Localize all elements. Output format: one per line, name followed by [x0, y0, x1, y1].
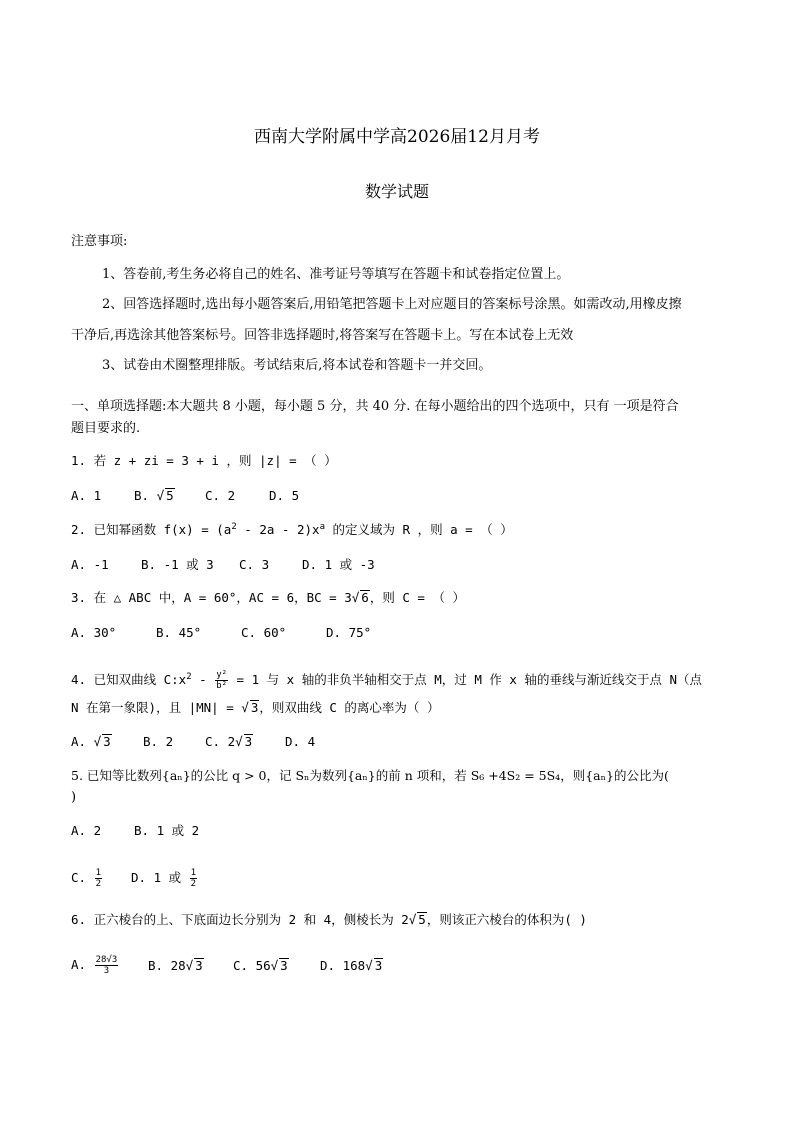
- question-5-stem-line-2: ): [71, 790, 77, 805]
- stem-part: ，则双曲线 C 的离心率为（ ）: [259, 700, 440, 715]
- fraction-numerator: 1: [95, 868, 101, 878]
- fraction-denominator: 2: [190, 879, 197, 889]
- sqrt-radicand: 6: [361, 590, 369, 605]
- section-1-heading-line-2: 题目要求的.: [71, 421, 141, 436]
- question-1-option-c: C. 2: [205, 488, 236, 503]
- notice-item-2-line-1: 2、回答选择题时,选出每小题答案后,用铅笔把答题卡上对应题目的答案标号涂黑。如需改动,用橡皮擦: [102, 297, 682, 312]
- superscript: a: [319, 521, 325, 532]
- question-1-option-b: B. √ 5: [134, 488, 174, 503]
- exam-title: 西南大学附属中学高2026届12月月考: [254, 127, 540, 147]
- question-4-stem-line-1: [71, 668, 702, 692]
- option-d-prefix: D. 1 或: [131, 870, 189, 885]
- notice-item-3: 3、试卷由术圈整理排版。考试结束后,将本试卷和答题卡一并交回。: [102, 358, 492, 373]
- question-3-stem: 3. 在 △ ABC 中，A = 60°，AC = 6，BC = 3√ 6，则 C = （ ）: [71, 590, 465, 605]
- fraction: [95, 955, 119, 976]
- fraction: [95, 868, 102, 889]
- question-3-option-c: C. 60°: [241, 625, 287, 640]
- option-c-prefix: C. 2: [205, 734, 236, 749]
- sqrt-radicand: 5: [166, 488, 174, 503]
- question-5-stem-line-1: 5. 已知等比数列{aₙ}的公比 q > 0，记 Sₙ为数列{aₙ}的前 n 项和，若 S₆ +4S₂ = 5S₄，则{aₙ}的公比为(: [71, 768, 669, 783]
- notice-item-2-line-2: 干净后,再选涂其他答案标号。回答非选择题时,将答案写在答题卡上。写在本试卷上无效: [71, 328, 574, 343]
- option-b-prefix: B.: [134, 488, 157, 503]
- fraction: [190, 868, 197, 889]
- question-6-option-a: [71, 952, 119, 978]
- question-6-option-c: C. 56√ 3: [233, 958, 288, 973]
- question-1-option-d: D. 5: [269, 488, 300, 503]
- option-b-prefix: B. 28: [148, 958, 186, 973]
- question-2-option-b: B. -1 或 3: [141, 557, 214, 572]
- fraction-denominator: 3: [103, 966, 110, 976]
- question-5-option-b: B. 1 或 2: [134, 823, 200, 838]
- question-2-option-d: D. 1 或 -3: [302, 557, 375, 572]
- fraction-denominator: b²: [216, 681, 228, 691]
- question-3-option-b: B. 45°: [156, 625, 202, 640]
- stem-part: ，则 C = （ ）: [369, 590, 465, 605]
- question-2-option-c: C. 3: [239, 557, 270, 572]
- superscript: 2: [186, 671, 192, 682]
- section-1-heading-line-1: 一、单项选择题:本大题共 8 小题，每小题 5 分，共 40 分. 在每小题给出的四个选项中，只有 一项是符合: [71, 399, 679, 414]
- stem-part: 的定义域为 R ，则 a = （ ）: [324, 522, 513, 537]
- stem-part: 4. 已知双曲线 C:x: [71, 672, 187, 687]
- question-6-option-d: D. 168√ 3: [320, 958, 383, 973]
- stem-part: 2. 已知幂函数 f(x) = (a: [71, 522, 232, 537]
- stem-part: ，则该正六棱台的体积为( ): [426, 912, 587, 927]
- question-6-stem: 6. 正六棱台的上、下底面边长分别为 2 和 4，侧棱长为 2√ 5，则该正六棱台的体积为( ): [71, 912, 587, 927]
- question-6-option-b: B. 28√ 3: [148, 958, 203, 973]
- question-3-option-a: A. 30°: [71, 625, 117, 640]
- notice-heading: 注意事项:: [71, 234, 128, 249]
- sqrt-radicand: 3: [103, 734, 111, 749]
- stem-part: - 2a - 2)x: [236, 522, 320, 537]
- stem-part: = 1 与 x 轴的非负半轴相交于点 M，过 M 作 x 轴的垂线与渐近线交于点 N（点: [229, 672, 702, 687]
- sqrt-radicand: 3: [244, 734, 253, 749]
- fraction-numerator: 28√3: [95, 955, 118, 965]
- option-c-prefix: C.: [71, 870, 94, 885]
- question-1-stem: 1. 若 z + zi = 3 + i ，则 |z| = （ ）: [71, 453, 337, 468]
- question-4-stem-line-2: N 在第一象限)，且 |MN| = √ 3，则双曲线 C 的离心率为（ ）: [71, 700, 440, 715]
- sqrt-radicand: 3: [250, 700, 259, 715]
- sqrt-radicand: 3: [374, 958, 383, 973]
- question-4-option-d: D. 4: [285, 734, 316, 749]
- question-4-option-b: B. 2: [143, 734, 174, 749]
- question-5-option-d: [131, 866, 198, 890]
- fraction: [215, 670, 228, 691]
- question-5-option-a: A. 2: [71, 823, 102, 838]
- sqrt-radicand: 3: [195, 958, 203, 973]
- question-3-option-d: D. 75°: [326, 625, 372, 640]
- superscript: 2: [231, 521, 237, 532]
- sqrt-radicand: 5: [418, 912, 426, 927]
- question-2-option-a: A. -1: [71, 557, 109, 572]
- stem-part: 6. 正六棱台的上、下底面边长分别为 2 和 4，侧棱长为 2: [71, 912, 409, 927]
- notice-item-1: 1、答卷前,考生务必将自己的姓名、准考证号等填写在答题卡和试卷指定位置上。: [102, 267, 570, 282]
- exam-subtitle: 数学试题: [364, 182, 429, 201]
- question-2-stem: [71, 521, 513, 539]
- option-a-prefix: A.: [71, 734, 94, 749]
- stem-part: N 在第一象限)，且 |MN| =: [71, 700, 242, 715]
- option-d-prefix: D. 168: [320, 958, 366, 973]
- fraction-denominator: 2: [95, 879, 101, 889]
- stem-part: -: [191, 672, 215, 687]
- fraction-numerator: y²: [216, 670, 228, 680]
- stem-part: 3. 在 △ ABC 中，A = 60°，AC = 6，BC = 3: [71, 590, 352, 605]
- question-5-option-c: [71, 866, 103, 890]
- option-a-prefix: A.: [71, 957, 94, 972]
- question-4-option-c: C. 2√ 3: [205, 734, 253, 749]
- option-c-prefix: C. 56: [233, 958, 271, 973]
- fraction-numerator: 1: [190, 868, 197, 878]
- question-4-option-a: A. √ 3: [71, 734, 111, 749]
- question-1-option-a: A. 1: [71, 488, 102, 503]
- sqrt-radicand: 3: [280, 958, 288, 973]
